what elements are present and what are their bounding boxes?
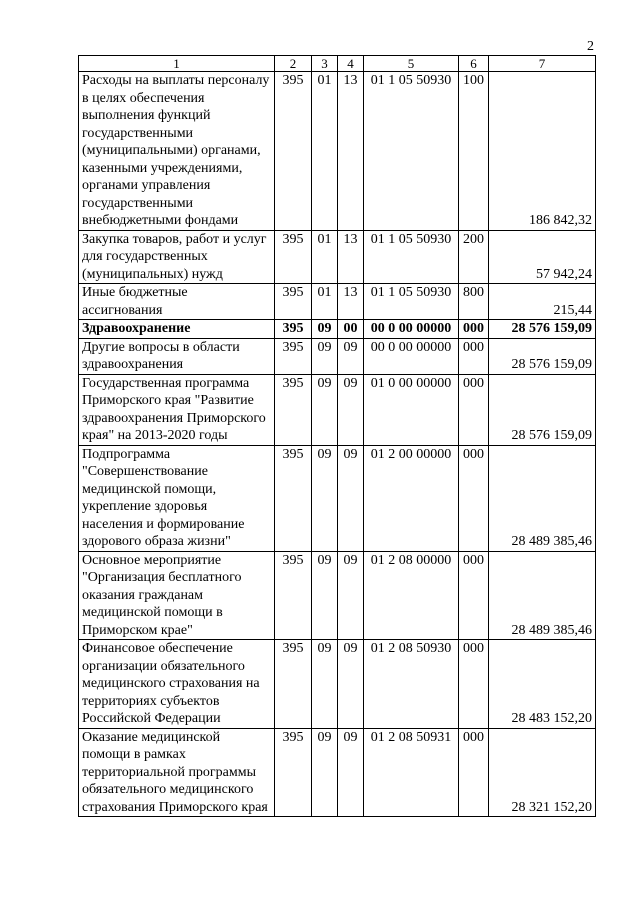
cell-name: Иные бюджетные ассигнования xyxy=(79,284,275,320)
cell-expense-type: 000 xyxy=(459,338,489,374)
table-row xyxy=(79,551,596,640)
cell-ministry-code: 395 xyxy=(275,338,312,374)
table-row xyxy=(79,320,596,339)
cell-target-item: 00 0 00 00000 xyxy=(364,320,459,339)
cell-subsection: 09 xyxy=(338,374,364,445)
cell-expense-type: 800 xyxy=(459,284,489,320)
cell-subsection: 09 xyxy=(338,551,364,640)
header-col-1: 1 xyxy=(79,56,275,72)
cell-target-item: 01 0 00 00000 xyxy=(364,374,459,445)
table-row xyxy=(79,230,596,284)
cell-target-item: 01 1 05 50930 xyxy=(364,72,459,231)
cell-subsection: 13 xyxy=(338,72,364,231)
cell-subsection: 09 xyxy=(338,640,364,729)
cell-amount: 28 483 152,20 xyxy=(489,640,596,729)
cell-expense-type: 000 xyxy=(459,728,489,817)
cell-subsection: 09 xyxy=(338,445,364,551)
cell-section: 01 xyxy=(312,230,338,284)
cell-expense-type: 000 xyxy=(459,374,489,445)
cell-section: 01 xyxy=(312,284,338,320)
cell-target-item: 00 0 00 00000 xyxy=(364,338,459,374)
cell-amount: 28 576 159,09 xyxy=(489,320,596,339)
cell-section: 09 xyxy=(312,728,338,817)
cell-amount: 57 942,24 xyxy=(489,230,596,284)
cell-section: 09 xyxy=(312,551,338,640)
cell-ministry-code: 395 xyxy=(275,230,312,284)
cell-name: Подпрограмма "Совершенствование медицинской помощи, укрепление здоровья населения и формирование здорового образа жизни" xyxy=(79,445,275,551)
table-row xyxy=(79,728,596,817)
cell-amount: 28 576 159,09 xyxy=(489,338,596,374)
cell-name: Закупка товаров, работ и услуг для государственных (муниципальных) нужд xyxy=(79,230,275,284)
cell-subsection: 09 xyxy=(338,728,364,817)
cell-amount: 215,44 xyxy=(489,284,596,320)
cell-ministry-code: 395 xyxy=(275,320,312,339)
cell-subsection: 09 xyxy=(338,338,364,374)
cell-section: 01 xyxy=(312,72,338,231)
cell-section: 09 xyxy=(312,338,338,374)
cell-name: Государственная программа Приморского края "Развитие здравоохранения Приморского края" на 2013-2020 годы xyxy=(79,374,275,445)
header-col-6: 6 xyxy=(459,56,489,72)
table-row xyxy=(79,72,596,231)
cell-amount: 28 576 159,09 xyxy=(489,374,596,445)
cell-target-item: 01 2 08 50930 xyxy=(364,640,459,729)
cell-expense-type: 000 xyxy=(459,551,489,640)
cell-expense-type: 200 xyxy=(459,230,489,284)
cell-section: 09 xyxy=(312,445,338,551)
cell-target-item: 01 1 05 50930 xyxy=(364,284,459,320)
page-number: 2 xyxy=(587,39,594,54)
cell-target-item: 01 1 05 50930 xyxy=(364,230,459,284)
cell-ministry-code: 395 xyxy=(275,284,312,320)
table-row xyxy=(79,284,596,320)
cell-ministry-code: 395 xyxy=(275,445,312,551)
table-row xyxy=(79,338,596,374)
cell-name: Оказание медицинской помощи в рамках территориальной программы обязательного медицинского страхования Приморского края xyxy=(79,728,275,817)
cell-amount: 28 489 385,46 xyxy=(489,445,596,551)
cell-ministry-code: 395 xyxy=(275,374,312,445)
cell-name: Другие вопросы в области здравоохранения xyxy=(79,338,275,374)
cell-expense-type: 000 xyxy=(459,445,489,551)
cell-subsection: 13 xyxy=(338,284,364,320)
cell-ministry-code: 395 xyxy=(275,551,312,640)
cell-section: 09 xyxy=(312,320,338,339)
cell-name: Финансовое обеспечение организации обязательного медицинского страхования на территориях субъектов Российской Федерации xyxy=(79,640,275,729)
table-row xyxy=(79,640,596,729)
budget-table xyxy=(78,55,596,817)
header-col-5: 5 xyxy=(364,56,459,72)
cell-name: Основное мероприятие "Организация бесплатного оказания гражданам медицинской помощи в Приморском крае" xyxy=(79,551,275,640)
cell-subsection: 13 xyxy=(338,230,364,284)
cell-ministry-code: 395 xyxy=(275,72,312,231)
header-col-2: 2 xyxy=(275,56,312,72)
header-row xyxy=(79,56,596,72)
cell-amount: 186 842,32 xyxy=(489,72,596,231)
cell-section: 09 xyxy=(312,640,338,729)
cell-subsection: 00 xyxy=(338,320,364,339)
table-row xyxy=(79,374,596,445)
cell-target-item: 01 2 08 00000 xyxy=(364,551,459,640)
cell-expense-type: 000 xyxy=(459,640,489,729)
cell-amount: 28 489 385,46 xyxy=(489,551,596,640)
cell-ministry-code: 395 xyxy=(275,640,312,729)
cell-expense-type: 000 xyxy=(459,320,489,339)
cell-section: 09 xyxy=(312,374,338,445)
cell-target-item: 01 2 00 00000 xyxy=(364,445,459,551)
table-row xyxy=(79,445,596,551)
cell-amount: 28 321 152,20 xyxy=(489,728,596,817)
header-col-7: 7 xyxy=(489,56,596,72)
cell-expense-type: 100 xyxy=(459,72,489,231)
cell-target-item: 01 2 08 50931 xyxy=(364,728,459,817)
header-col-4: 4 xyxy=(338,56,364,72)
cell-name: Здравоохранение xyxy=(79,320,275,339)
cell-ministry-code: 395 xyxy=(275,728,312,817)
header-col-3: 3 xyxy=(312,56,338,72)
cell-name: Расходы на выплаты персоналу в целях обеспечения выполнения функций государственными (муниципальными) органами, казенными учреждениями, органами управления государственными внебюджетными фондами xyxy=(79,72,275,231)
